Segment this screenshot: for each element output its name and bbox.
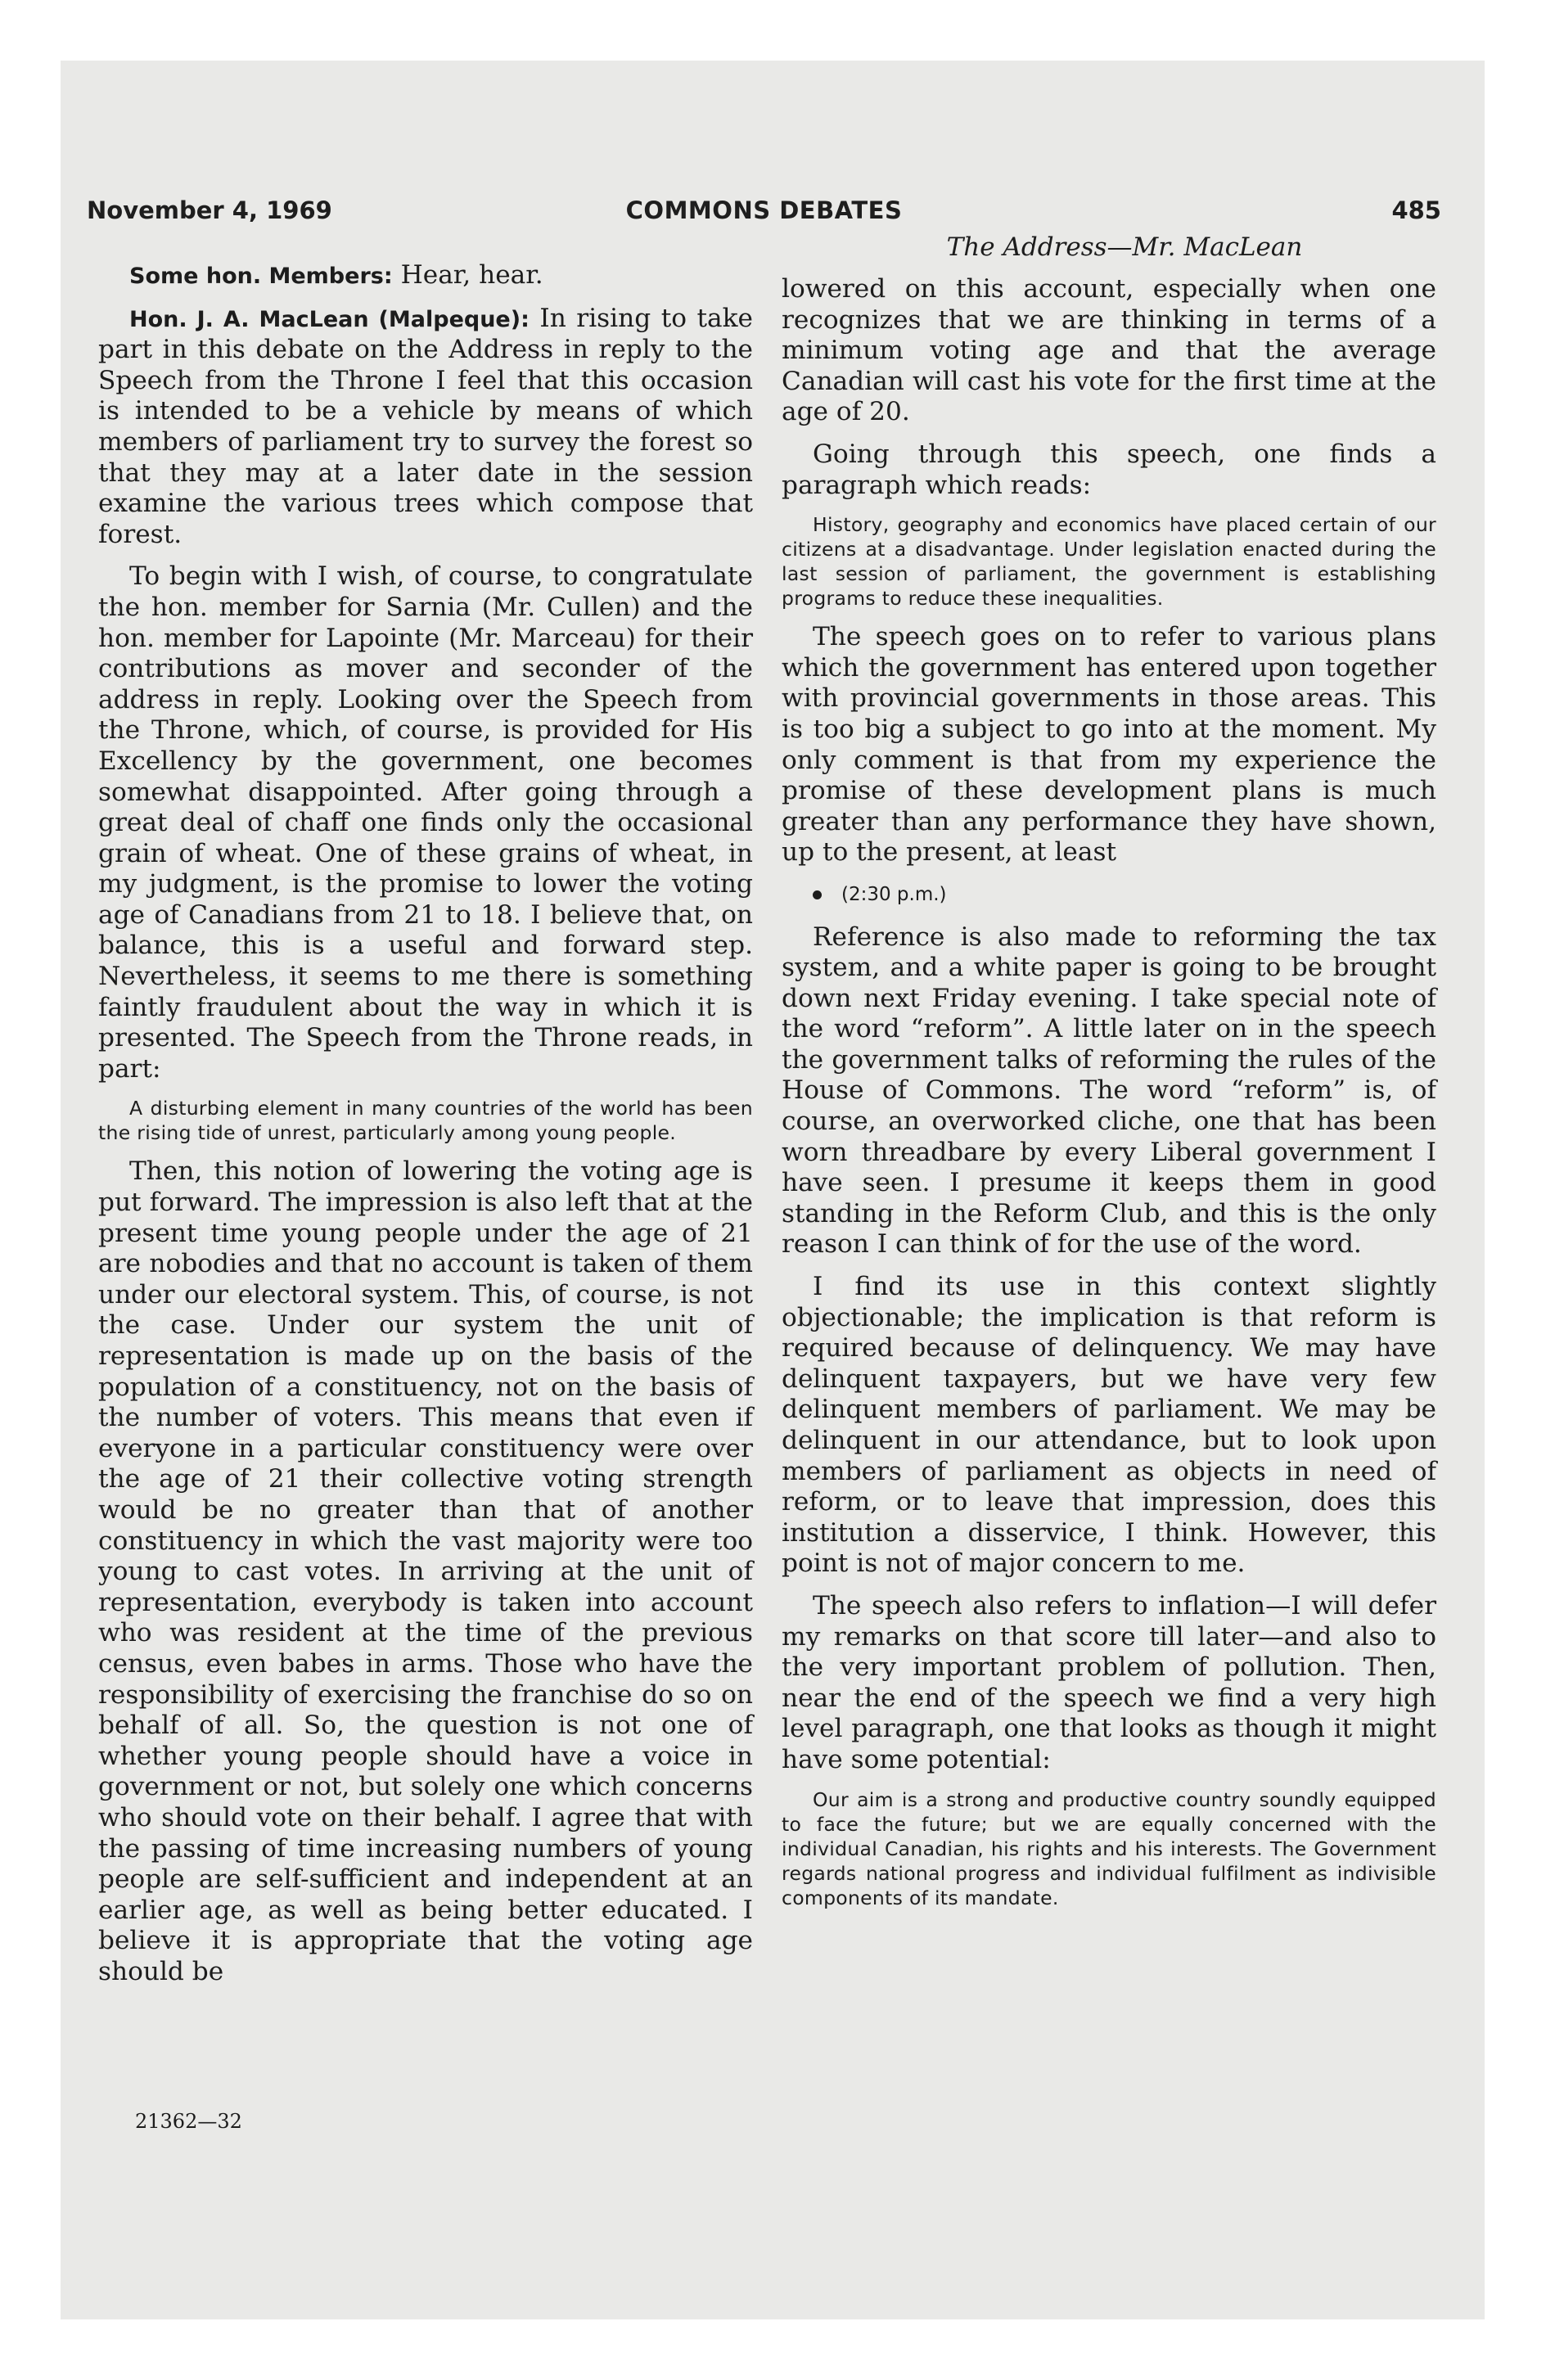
paragraph-text: Hear, hear.: [400, 260, 543, 290]
paragraph-text: In rising to take part in this debate on the Address in reply to the Speech from the Throne I feel that this occasion is intended to be a vehicle by means of which members of parliament try to survey the forest so that they may at a later date in the session examine the various trees which compose that forest.: [98, 303, 753, 549]
right-column: [782, 232, 1436, 1910]
quotation-block: Our aim is a strong and productive country soundly equipped to face the future; but we are equally concerned with the individual Canadian, his rights and his interests. The Government regards national progress and individual fulfilment as indivisible components of its mandate.: [782, 1787, 1436, 1909]
page-number: 485: [1391, 196, 1441, 224]
left-paragraph-3: To begin with I wish, of course, to congratulate the hon. member for Sarnia (Mr. Cullen) and the hon. member for Lapointe (Mr. Marceau) for their contributions as mover and seconder of the address in reply. Looking over the Speech from the Throne, which, of course, is provided for His Excellency by the government, one becomes somewhat disappointed. After going through a great deal of chaff one finds only the occasional grain of wheat. One of these grains of wheat, in my judgment, is the promise to lower the voting age of Canadians from 21 to 18. I believe that, on balance, this is a useful and forward step. Nevertheless, it seems to me there is something faintly fraudulent about the way in which it is presented. The Speech from the Throne reads, in part:: [98, 561, 753, 1084]
page-header: [87, 196, 1441, 229]
time-text: (2:30 p.m.): [841, 883, 947, 905]
speaker-label: Some hon. Members:: [129, 264, 393, 289]
right-paragraph-2: Going through this speech, one finds a paragraph which reads:: [782, 439, 1436, 500]
time-marker: [782, 880, 1436, 911]
left-paragraph-4: Then, this notion of lowering the voting age is put forward. The impression is also left that at the present time young people under the age of 21 are nobodies and that no account is taken of them under our electoral system. This, of course, is not the case. Under our system the unit of representation is made up on the basis of the population of a constituency, not on the basis of the number of voters. This means that even if everyone in a particular constituency were over the age of 21 their collective voting strength would be no greater than that of another constituency in which the vast majority were too young to cast votes. In arriving at the unit of representation, everybody is taken into account who was resident at the time of the previous census, even babes in arms. Those who have the responsibility of exercising the franchise do so on behalf of all. So, the question is not one of whether young people should have a voice in government or not, but solely one which concerns who should vote on their behalf. I agree that with the passing of time increasing numbers of young people are self-sufficient and independent at an earlier age, as well as being better educated. I believe it is appropriate that the voting age should be: [98, 1156, 753, 1986]
header-title: COMMONS DEBATES: [625, 196, 903, 224]
bullet-icon: [813, 890, 822, 899]
quotation-block: A disturbing element in many countries of the world has been the rising tide of unrest, particularly among young people.: [98, 1097, 753, 1145]
right-paragraph-4: Reference is also made to reforming the tax system, and a white paper is going to be brought down next Friday evening. I take special note of the word “reform”. A little later on in the speech the government talks of reforming the rules of the House of Commons. The word “reform” is, of course, an overworked cliche, one that has been worn threadbare by every Liberal government I have seen. I presume it keeps them in good standing in the Reform Club, and this is the only reason I can think of for the use of the word.: [782, 922, 1436, 1260]
right-paragraph-1: lowered on this account, especially when one recognizes that we are thinking in terms of a minimum voting age and that the average Canadian will cast his vote for the first time at the age of 20.: [782, 274, 1436, 427]
document-code: 21362—32: [135, 2110, 242, 2133]
running-head: The Address—Mr. MacLean: [946, 232, 1303, 262]
header-date: November 4, 1969: [87, 196, 332, 224]
speaker-label: Hon. J. A. MacLean (Malpeque):: [129, 306, 530, 332]
quotation-block: History, geography and economics have placed certain of our citizens at a disadvantage. Under legislation enacted during the last session of parliament, the government is establishing programs to reduce these inequalities.: [782, 513, 1436, 611]
right-paragraph-5: I find its use in this context slightly objectionable; the implication is that reform is required because of delinquency. We may have delinquent taxpayers, but we have very few delinquent members of parliament. We may be delinquent in our attendance, but to look upon members of parliament as objects in need of reform, or to leave that impression, does this institution a disservice, I think. However, this point is not of major concern to me.: [782, 1272, 1436, 1579]
right-paragraph-6: The speech also refers to inflation—I will defer my remarks on that score till later—and also to the very important problem of pollution. Then, near the end of the speech we find a very high level paragraph, one that looks as though it might have some potential:: [782, 1590, 1436, 1774]
left-column: [98, 260, 753, 1987]
right-paragraph-3: The speech goes on to refer to various plans which the government has entered upon together with provincial governments in those areas. This is too big a subject to go into at the moment. My only comment is that from my experience the promise of these development plans is much greater than any performance they have shown, up to the present, at least: [782, 622, 1436, 868]
left-paragraph-2: [98, 304, 753, 551]
left-paragraph-1: [98, 260, 753, 292]
